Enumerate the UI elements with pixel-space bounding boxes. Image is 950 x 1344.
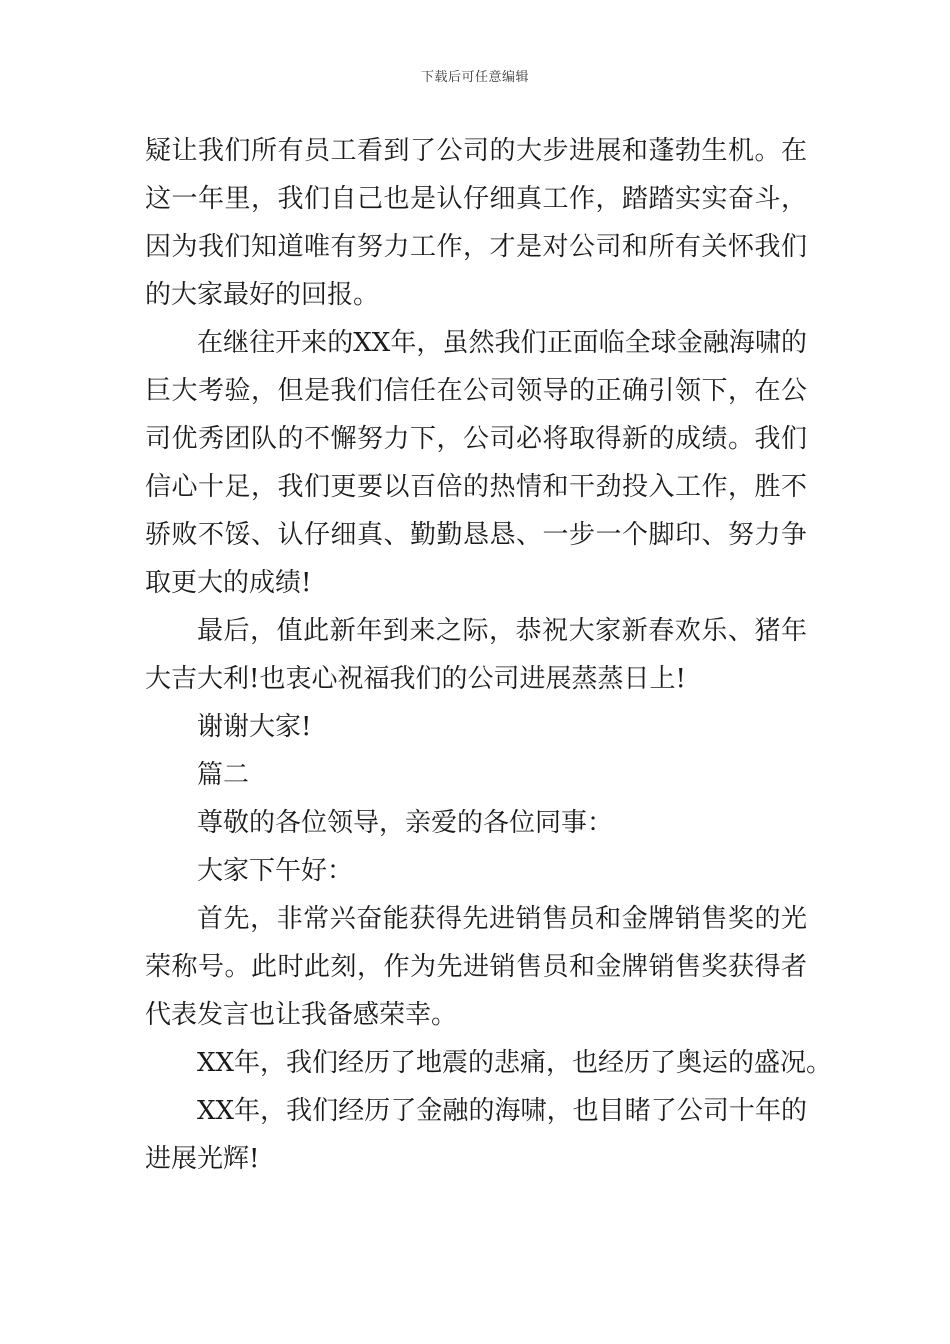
text-line: 取更大的成绩!	[145, 568, 312, 598]
text-line: 信心十足，我们更要以百倍的热情和干劲投入工作，胜不	[145, 472, 807, 502]
text-line: 代表发言也让我备感荣幸。	[145, 1000, 458, 1030]
text-line: 首先，非常兴奋能获得先进销售员和金牌销售奖的光	[197, 904, 807, 934]
text-line: 司优秀团队的不懈努力下，公司必将取得新的成绩。我们	[145, 424, 807, 454]
text-line: 骄败不馁、认仔细真、勤勤恳恳、一步一个脚印、努力争	[145, 520, 807, 550]
text-line: 在继往开来的XX年，虽然我们正面临全球金融海啸的	[197, 328, 807, 358]
text-line: 巨大考验，但是我们信任在公司领导的正确引领下，在公	[145, 376, 807, 406]
text-line: 因为我们知道唯有努力工作，才是对公司和所有关怀我们	[145, 232, 807, 262]
text-line: 大吉大利!也衷心祝福我们的公司进展蒸蒸日上!	[145, 664, 686, 694]
text-line: 最后，值此新年到来之际，恭祝大家新春欢乐、猪年	[197, 616, 807, 646]
text-line: 这一年里，我们自己也是认仔细真工作，踏踏实实奋斗，	[145, 184, 807, 214]
document-body	[145, 127, 833, 1183]
text-line: 荣称号。此时此刻，作为先进销售员和金牌销售奖获得者	[145, 952, 807, 982]
text-line: 谢谢大家!	[197, 712, 312, 742]
text-line: 疑让我们所有员工看到了公司的大步进展和蓬勃生机。在	[145, 136, 807, 166]
text-line: 的大家最好的回报。	[145, 280, 380, 310]
section-heading: 篇二	[197, 760, 250, 790]
page-header: 下载后可任意编辑	[420, 70, 529, 85]
text-line: XX年，我们经历了地震的悲痛，也经历了奥运的盛况。	[197, 1048, 833, 1078]
salutation: 尊敬的各位领导，亲爱的各位同事：	[197, 808, 614, 838]
text-line: XX年，我们经历了金融的海啸，也目睹了公司十年的	[197, 1096, 807, 1126]
greeting: 大家下午好：	[197, 856, 354, 886]
text-line: 进展光辉!	[145, 1144, 260, 1174]
